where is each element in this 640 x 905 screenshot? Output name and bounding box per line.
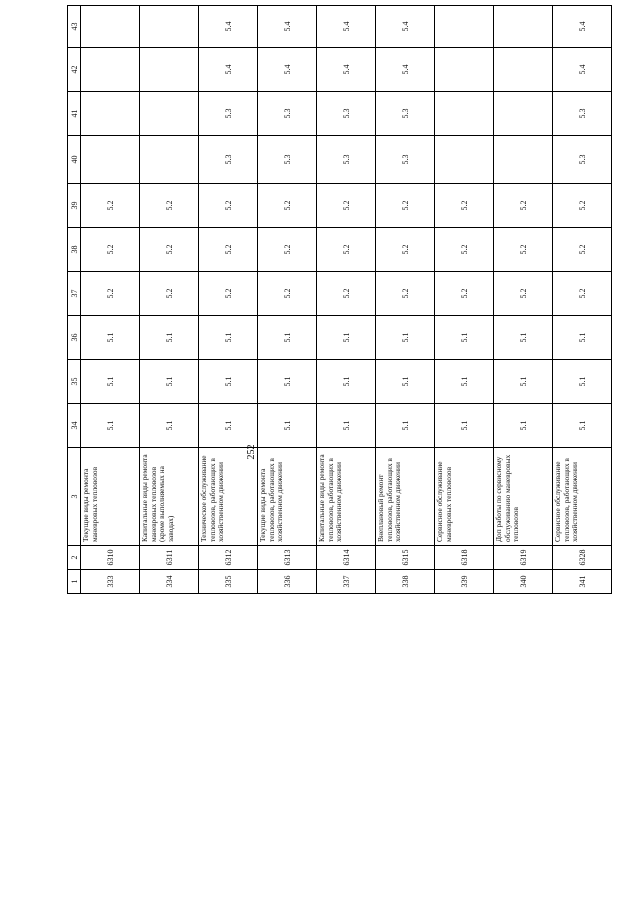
value-cell: 5.1: [140, 404, 199, 448]
value-cell: 5.2: [494, 228, 553, 272]
row-number-cell: 337: [317, 570, 376, 594]
value-cell: 5.3: [258, 136, 317, 184]
value-cell: 5.3: [199, 92, 258, 136]
value-cell: 5.3: [553, 136, 612, 184]
description-cell: Сервисное обслуживание маневровых тепловозов: [435, 448, 494, 546]
column-header: 36: [68, 316, 81, 360]
row-number-cell: 339: [435, 570, 494, 594]
value-cell: 5.2: [81, 184, 140, 228]
column-header: 1: [68, 570, 81, 594]
code-cell: 6312: [199, 546, 258, 570]
value-cell: [140, 136, 199, 184]
description-cell: Капитальные виды ремонта маневровых тепловозов (кроме выполняемых на заводах): [140, 448, 199, 546]
table-row: [553, 6, 612, 594]
value-cell: 5.4: [258, 6, 317, 48]
table-row: [199, 6, 258, 594]
value-cell: 5.4: [553, 6, 612, 48]
value-cell: 5.2: [317, 228, 376, 272]
value-cell: 5.4: [258, 48, 317, 92]
value-cell: 5.1: [81, 316, 140, 360]
column-header: 40: [68, 136, 81, 184]
value-cell: 5.2: [317, 272, 376, 316]
column-header: 39: [68, 184, 81, 228]
value-cell: 5.2: [258, 228, 317, 272]
code-cell: 6310: [81, 546, 140, 570]
value-cell: 5.2: [376, 272, 435, 316]
value-cell: 5.2: [553, 184, 612, 228]
table-row: [258, 6, 317, 594]
value-cell: 5.1: [81, 360, 140, 404]
row-number-cell: 334: [140, 570, 199, 594]
value-cell: 5.1: [258, 316, 317, 360]
code-cell: 6328: [553, 546, 612, 570]
code-cell: 6315: [376, 546, 435, 570]
value-cell: 5.2: [376, 228, 435, 272]
value-cell: 5.4: [553, 48, 612, 92]
value-cell: 5.3: [258, 92, 317, 136]
code-cell: 6311: [140, 546, 199, 570]
value-cell: 5.2: [81, 272, 140, 316]
value-cell: 5.3: [376, 136, 435, 184]
value-cell: 5.1: [376, 316, 435, 360]
table-row: [317, 6, 376, 594]
value-cell: [140, 92, 199, 136]
value-cell: 5.2: [553, 272, 612, 316]
value-cell: 5.1: [258, 404, 317, 448]
value-cell: 5.3: [376, 92, 435, 136]
value-cell: 5.1: [140, 360, 199, 404]
code-cell: 6313: [258, 546, 317, 570]
description-cell: Внеплановый ремонт тепловозов, работающих в хозяйственном движении: [376, 448, 435, 546]
value-cell: 5.3: [199, 136, 258, 184]
value-cell: 5.2: [435, 184, 494, 228]
value-cell: 5.1: [81, 404, 140, 448]
value-cell: [494, 6, 553, 48]
description-cell: Сервисное обслуживание тепловозов, работающих в хозяйственном движении: [553, 448, 612, 546]
table-container: [67, 21, 587, 594]
header-row: [68, 6, 81, 594]
value-cell: [81, 48, 140, 92]
column-header: 3: [68, 448, 81, 546]
value-cell: [435, 136, 494, 184]
value-cell: 5.1: [376, 404, 435, 448]
value-cell: 5.2: [258, 272, 317, 316]
value-cell: 5.1: [435, 404, 494, 448]
table-row: [140, 6, 199, 594]
value-cell: 5.2: [140, 184, 199, 228]
description-cell: Капитальные виды ремонта тепловозов, работающих в хозяйственном движении: [317, 448, 376, 546]
data-table: [67, 5, 612, 594]
code-cell: 6318: [435, 546, 494, 570]
value-cell: 5.3: [317, 92, 376, 136]
value-cell: 5.4: [376, 48, 435, 92]
description-cell: Техническое обслуживание тепловозов, работающих в хозяйственном движении: [199, 448, 258, 546]
value-cell: 5.3: [317, 136, 376, 184]
value-cell: 5.2: [199, 272, 258, 316]
value-cell: 5.4: [199, 6, 258, 48]
code-cell: 6314: [317, 546, 376, 570]
table-body: [81, 6, 612, 594]
value-cell: 5.1: [435, 360, 494, 404]
value-cell: 5.4: [317, 6, 376, 48]
page-number: 252: [246, 444, 257, 460]
column-header: 37: [68, 272, 81, 316]
value-cell: 5.1: [258, 360, 317, 404]
value-cell: [140, 6, 199, 48]
value-cell: 5.2: [199, 184, 258, 228]
value-cell: 5.1: [553, 404, 612, 448]
value-cell: [435, 92, 494, 136]
value-cell: 5.1: [553, 360, 612, 404]
value-cell: 5.1: [317, 404, 376, 448]
column-header: 41: [68, 92, 81, 136]
column-header: 42: [68, 48, 81, 92]
value-cell: 5.1: [376, 360, 435, 404]
column-header: 38: [68, 228, 81, 272]
value-cell: 5.1: [199, 360, 258, 404]
row-number-cell: 333: [81, 570, 140, 594]
value-cell: [494, 48, 553, 92]
value-cell: 5.2: [494, 272, 553, 316]
value-cell: 5.1: [317, 360, 376, 404]
value-cell: 5.2: [140, 272, 199, 316]
value-cell: 5.1: [494, 404, 553, 448]
code-cell: 6319: [494, 546, 553, 570]
value-cell: 5.2: [258, 184, 317, 228]
table-row: [376, 6, 435, 594]
description-cell: Текущие виды ремонта тепловозов, работающих в хозяйственном движении: [258, 448, 317, 546]
value-cell: [81, 6, 140, 48]
value-cell: 5.4: [199, 48, 258, 92]
value-cell: 5.2: [435, 228, 494, 272]
row-number-cell: 336: [258, 570, 317, 594]
value-cell: 5.2: [376, 184, 435, 228]
value-cell: [81, 136, 140, 184]
column-header: 43: [68, 6, 81, 48]
value-cell: [81, 92, 140, 136]
row-number-cell: 338: [376, 570, 435, 594]
value-cell: [435, 48, 494, 92]
description-cell: Текущие виды ремонта маневровых тепловозов: [81, 448, 140, 546]
value-cell: 5.2: [140, 228, 199, 272]
value-cell: 5.4: [317, 48, 376, 92]
column-header: 35: [68, 360, 81, 404]
value-cell: [494, 92, 553, 136]
table-row: [435, 6, 494, 594]
value-cell: [140, 48, 199, 92]
value-cell: 5.1: [199, 316, 258, 360]
table-row: [494, 6, 553, 594]
value-cell: 5.1: [140, 316, 199, 360]
value-cell: 5.2: [435, 272, 494, 316]
column-header: 34: [68, 404, 81, 448]
value-cell: 5.1: [199, 404, 258, 448]
value-cell: 5.2: [199, 228, 258, 272]
value-cell: [494, 136, 553, 184]
value-cell: 5.2: [81, 228, 140, 272]
value-cell: 5.2: [317, 184, 376, 228]
value-cell: 5.2: [494, 184, 553, 228]
description-cell: Доп работы по сервисному обслуживанию маневровых тепловозов: [494, 448, 553, 546]
column-header: 2: [68, 546, 81, 570]
row-number-cell: 340: [494, 570, 553, 594]
value-cell: 5.1: [494, 360, 553, 404]
value-cell: [435, 6, 494, 48]
value-cell: 5.1: [317, 316, 376, 360]
value-cell: 5.1: [553, 316, 612, 360]
row-number-cell: 341: [553, 570, 612, 594]
value-cell: 5.4: [376, 6, 435, 48]
row-number-cell: 335: [199, 570, 258, 594]
value-cell: 5.1: [435, 316, 494, 360]
value-cell: 5.3: [553, 92, 612, 136]
value-cell: 5.1: [494, 316, 553, 360]
table-row: [81, 6, 140, 594]
value-cell: 5.2: [553, 228, 612, 272]
